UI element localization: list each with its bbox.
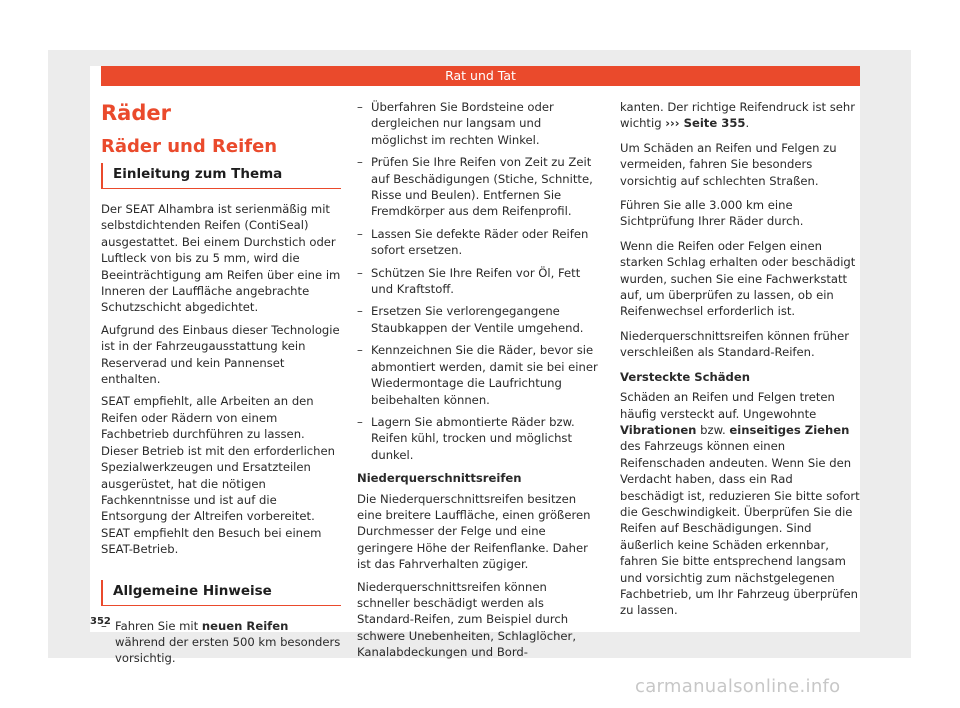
list-item: – Prüfen Sie Ihre Reifen von Zeit zu Zeit auf Beschädigungen (Stiche, Schnitte, Risse und Beulen). Entfernen Sie Fremdkörper aus dem Reifenprofil. <box>357 154 601 220</box>
chapter-banner: Rat und Tat <box>101 66 860 86</box>
intro-paragraph-2: Aufgrund des Einbaus dieser Technologie ist in der Fahrzeugausstattung kein Reserverad und kein Pannenset enthalten. <box>101 322 340 387</box>
list-item: – Ersetzen Sie verlorengegangene Staubkappen der Ventile umgehend. <box>357 303 601 336</box>
column-left <box>101 99 341 674</box>
watermark: carmanualsonline.info <box>635 676 841 697</box>
page-subtitle: Räder und Reifen <box>101 136 278 157</box>
hidden-damage-paragraph: Schäden an Reifen und Felgen treten häufig versteckt auf. Ungewohnte Vibrationen bzw. einseitiges Ziehen des Fahrzeugs können einen Reifenschaden andeuten. Wenn Sie den Verdacht haben, dass ein Rad beschädigt ist, reduzieren Sie bitte sofort die Geschwindigkeit. Überprüfen Sie die Reifen auf Beschädigungen. Sind äußerlich keine Schäden erkennbar, fahren Sie bitte entsprechend langsam und vorsichtig zum nächstgelegenen Fachbetrieb, um Ihr Fahrzeug überprüfen zu lassen. <box>620 390 860 618</box>
list-item: – Kennzeichnen Sie die Räder, bevor sie abmontiert werden, damit sie bei einer Wiedermontage die Laufrichtung beibehalten können. <box>357 342 601 408</box>
page-number: 352 <box>90 616 111 627</box>
section-heading-general: Allgemeine Hinweise <box>101 580 341 606</box>
list-item: – Schützen Sie Ihre Reifen vor Öl, Fett und Kraftstoff. <box>357 265 601 298</box>
page-title: Räder <box>101 101 171 125</box>
column-right <box>620 99 860 627</box>
intro-paragraph-3: SEAT empfiehlt, alle Arbeiten an den Reifen oder Rädern von einem Fachbetrieb durchführen zu lassen. Dieser Betrieb ist mit den erforderlichen Spezialwerkzeugen und Ersatzteilen ausgerüstet, hat die nötigen Fachkenntnisse und ist auf die Entsorgung der Altreifen vorbereitet. SEAT empfiehlt den Besuch bei einem SEAT-Betrieb. <box>101 394 336 557</box>
section-heading-intro: Einleitung zum Thema <box>101 163 341 189</box>
wear-paragraph: Niederquerschnittsreifen können früher verschleißen als Standard-Reifen. <box>620 328 849 360</box>
damage-paragraph: Um Schäden an Reifen und Felgen zu vermeiden, fahren Sie besonders vorsichtig auf schlechten Straßen. <box>620 140 837 188</box>
subheading-hidden-damage: Versteckte Schäden <box>620 369 750 384</box>
tire-care-list <box>357 99 601 463</box>
low-profile-paragraph-1: Die Niederquerschnittsreifen besitzen eine breitere Lauffläche, einen größeren Durchmesser der Felge und eine geringere Höhe der Reifenflanke. Daher ist das Fahrverhalten zügiger. <box>357 491 591 572</box>
column-middle <box>357 99 601 667</box>
list-item: – Überfahren Sie Bordsteine oder dergleichen nur langsam und möglichst im rechten Winkel. <box>357 99 601 148</box>
list-item: – Lagern Sie abmontierte Räder bzw. Reifen kühl, trocken und möglichst dunkel. <box>357 414 601 463</box>
workshop-paragraph: Wenn die Reifen oder Felgen einen starken Schlag erhalten oder beschädigt wurden, suchen Sie eine Fachwerkstatt auf, um überprüfen zu lassen, ob ein Reifenwechsel erforderlich ist. <box>620 238 856 319</box>
subheading-low-profile: Niederquerschnittsreifen <box>357 471 522 486</box>
pressure-paragraph: kanten. Der richtige Reifendruck ist sehr wichtig ››› Seite 355. <box>620 100 856 131</box>
page-reference-link[interactable]: ››› Seite 355 <box>665 116 746 131</box>
general-notes-list <box>101 618 341 667</box>
inspection-paragraph: Führen Sie alle 3.000 km eine Sichtprüfung Ihrer Räder durch. <box>620 198 804 229</box>
list-item: – Fahren Sie mit neuen Reifen während der ersten 500 km besonders vorsichtig. <box>101 618 341 667</box>
list-item: – Lassen Sie defekte Räder oder Reifen sofort ersetzen. <box>357 226 601 259</box>
low-profile-paragraph-2: Niederquerschnittsreifen können schneller beschädigt werden als Standard-Reifen, zum Beispiel durch schwere Unebenheiten, Schlaglöcher, Kanalabdeckungen und Bord- <box>357 579 577 660</box>
intro-paragraph-1: Der SEAT Alhambra ist serienmäßig mit selbstdichtenden Reifen (ContiSeal) ausgestattet. Bei einem Durchstich oder Luftleck von bis zu 5 mm, wird die Beeinträchtigung am Reifen über eine im Inneren der Lauffläche angebrachte Schutzschicht abgedichtet. <box>101 202 341 315</box>
